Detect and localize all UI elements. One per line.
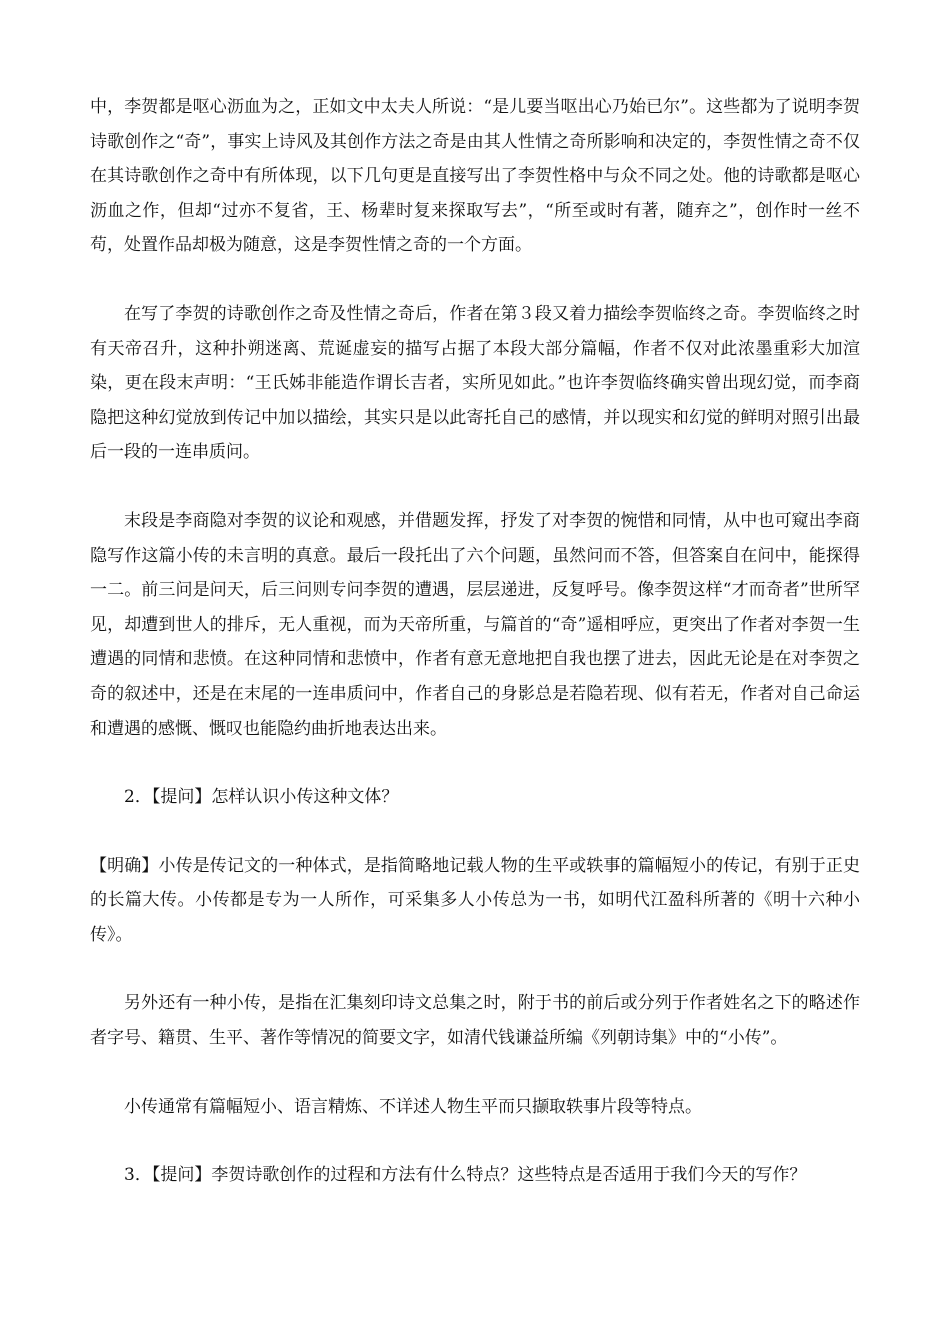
answer-paragraph-2: 另外还有一种小传，是指在汇集刻印诗文总集之时，附于书的前后或分列于作者姓名之下的略述作者字号、籍贯、生平、著作等情况的简要文字，如清代钱谦益所编《列朝诗集》中的“小传”。 [90, 993, 860, 1049]
body-paragraph-3: 末段是李商隐对李贺的议论和观感，并借题发挥，抒发了对李贺的惋惜和同情，从中也可窥出李商隐写作这篇小传的未言明的真意。最后一段托出了六个问题，虽然问而不答，但答案自在问中，能探得一二。前三问是问天，后三问则专问李贺的遭遇，层层递进，反复呼号。像李贺这样“才而奇者”世所罕见，却遭到世人的排斥，无人重视，而为天帝所重，与篇首的“奇”遥相呼应，更突出了作者对李贺一生遭遇的同情和悲愤。在这种同情和悲愤中，作者有意无意地把自我也摆了进去，因此无论是在对李贺之奇的叙述中，还是在末尾的一连串质问中，作者自己的身影总是若隐若现、似有若无，作者对自己命运和遭遇的感慨、慨叹也能隐约曲折地表达出来。 [90, 510, 860, 739]
body-paragraph-1: 中，李贺都是呕心沥血为之，正如文中太夫人所说：“是儿要当呕出心乃始已尔”。这些都为了说明李贺诗歌创作之“奇”，事实上诗风及其创作方法之奇是由其人性情之奇所影响和决定的，李贺性情之奇不仅在其诗歌创作之奇中有所体现，以下几句更是直接写出了李贺性格中与众不同之处。他的诗歌都是呕心沥血之作，但却“过亦不复省，王、杨辈时复来探取写去”，“所至或时有著，随弃之”，创作时一丝不苟，处置作品却极为随意，这是李贺性情之奇的一个方面。 [90, 97, 860, 256]
question-2: 2．【提问】怎样认识小传这种文体？ [124, 787, 399, 808]
body-paragraph-2: 在写了李贺的诗歌创作之奇及性情之奇后，作者在第３段又着力描绘李贺临终之奇。李贺临终之时有天帝召升，这种扑朔迷离、荒诞虚妄的描写占据了本段大部分篇幅，作者不仅对此浓墨重彩大加渲染，更在段末声明：“王氏姊非能造作谓长吉者，实所见如此。”也许李贺临终确实曾出现幻觉，而李商隐把这种幻觉放到传记中加以描绘，其实只是以此寄托自己的感情，并以现实和幻觉的鲜明对照引出最后一段的一连串质问。 [90, 303, 860, 463]
question-3: 3．【提问】李贺诗歌创作的过程和方法有什么特点？这些特点是否适用于我们今天的写作？ [124, 1165, 807, 1186]
document-page [90, 90, 860, 1193]
answer-paragraph-1: 【明确】小传是传记文的一种体式，是指简略地记载人物的生平或轶事的篇幅短小的传记，有别于正史的长篇大传。小传都是专为一人所作，可采集多人小传总为一书，如明代江盈科所著的《明十六种小传》。 [90, 855, 860, 945]
answer-paragraph-3: 小传通常有篇幅短小、语言精炼、不详述人物生平而只撷取轶事片段等特点。 [124, 1096, 702, 1117]
